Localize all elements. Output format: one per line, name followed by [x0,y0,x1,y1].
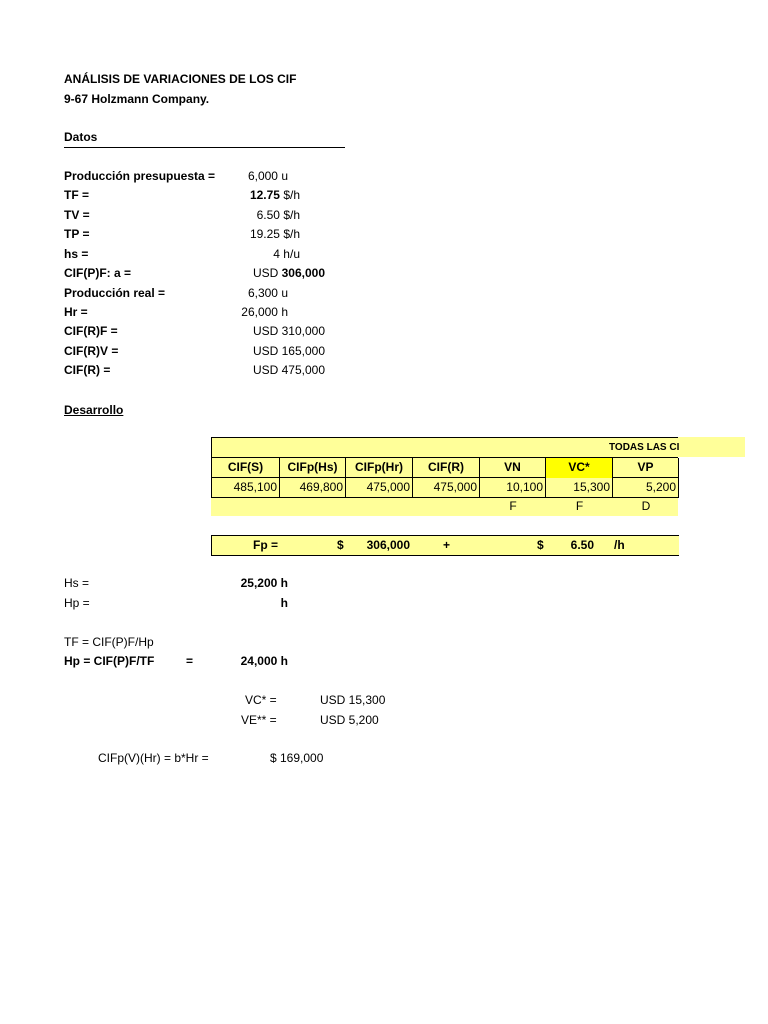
datos-label: CIF(R)F = [64,324,118,338]
cifp-value: $ 169,000 [270,751,324,765]
desarrollo-heading: Desarrollo [64,403,124,417]
table-cell: 469,800 [280,478,346,498]
datos-value: 19.25 $/h [249,227,300,241]
datos-label: Producción real = [64,286,166,300]
column-header: CIFp(Hr) [346,458,413,478]
column-header: CIF(R) [413,458,480,478]
table-border [211,437,678,438]
cifp-label: CIFp(V)(Hr) = b*Hr = [98,751,209,765]
table-cell: 485,100 [212,478,280,498]
datos-value: 12.75 $/h [249,188,300,202]
datos-label: CIF(P)F: a = [64,266,132,280]
datos-value: 26,000 h [241,305,288,319]
table-cell: 475,000 [346,478,413,498]
variance-flag: F [575,499,584,513]
datos-label: Producción presupuesta = [64,169,216,183]
page-title: ANÁLISIS DE VARIACIONES DE LOS CIF [64,72,297,86]
datos-label: TP = [64,227,90,241]
datos-value: USD 306,000 [252,266,325,280]
hp-result: 24,000 h [240,654,288,668]
hs-value: 25,200 h [240,576,288,590]
datos-value: USD 310,000 [252,324,325,338]
formula-plus: + [443,538,451,552]
formula-currency: $ [537,538,544,552]
hp-value: h [280,596,288,610]
datos-label: CIF(R)V = [64,344,119,358]
datos-label: TF = [64,188,90,202]
page-subtitle: 9-67 Holzmann Company. [64,92,210,106]
datos-value: 6,000 u [247,169,288,183]
datos-label: hs = [64,247,89,261]
hs-label: Hs = [64,576,90,590]
ve-label: VE** = [241,713,277,727]
datos-label: CIF(R) = [64,363,111,377]
table-cell: 5,200 [613,478,679,498]
tf-formula: TF = CIF(P)F/Hp [64,635,154,649]
formula-unit: /h [614,538,625,552]
formula-amount: 306,000 [366,538,410,552]
column-header: CIF(S) [212,458,280,478]
datos-label: TV = [64,208,90,222]
datos-value: 6,300 u [247,286,288,300]
datos-value: USD 165,000 [252,344,325,358]
table-cell: 475,000 [413,478,480,498]
datos-heading: Datos [64,130,98,144]
vc-value: USD 15,300 [320,693,386,707]
hp-equals: = [186,654,194,668]
table-cell: 15,300 [546,478,613,498]
datos-value: 6.50 $/h [256,208,300,222]
datos-value: 4 h/u [273,247,300,261]
datos-value: USD 475,000 [252,363,325,377]
datos-label: Hr = [64,305,88,319]
column-header: CIFp(Hs) [280,458,346,478]
column-header-highlighted: VC* [546,458,613,478]
variance-flag: F [509,499,517,513]
hp-formula: Hp = CIF(P)F/TF [64,654,155,668]
formula-label: Fp = [253,538,279,552]
hp-label: Hp = [64,596,90,610]
vc-label: VC* = [245,693,277,707]
column-header: VN [480,458,546,478]
formula-amount: 6.50 [570,538,594,552]
column-header: VP [613,458,679,478]
table-cell: 10,100 [480,478,546,498]
formula-currency: $ [337,538,344,552]
ve-value: USD 5,200 [320,713,379,727]
table-banner: TODAS LAS CI [609,442,680,453]
variance-flag: D [641,499,651,513]
datos-divider [64,147,345,148]
